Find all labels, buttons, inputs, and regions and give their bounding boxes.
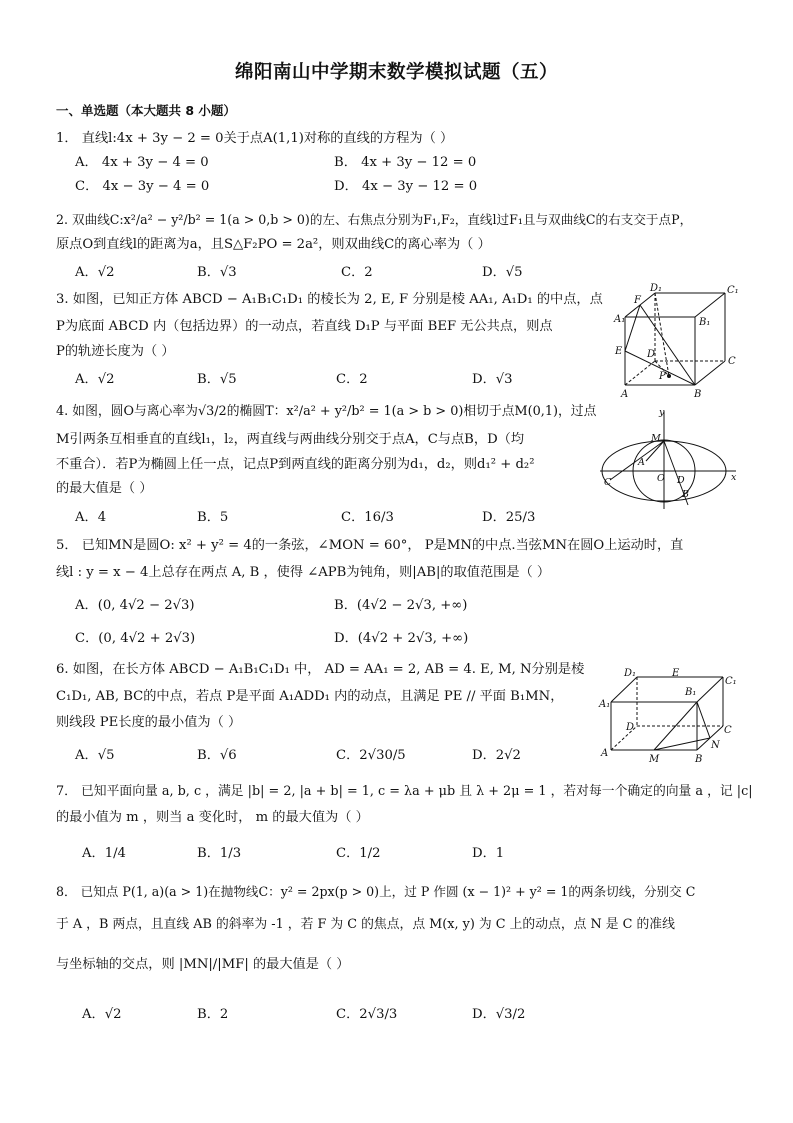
question-7-option-b: B．1/3: [197, 846, 242, 861]
question-7-line-1: 7． 已知平面向量 a, b, c ，满足 |b| = 2, |a + b| = 1, c = λa + μb 且 λ + 2μ = 1 ，若对每一个确定的向量 a ，记 |c|: [56, 784, 753, 799]
question-5-option-d: D．(4√2 + 2√3, +∞): [334, 631, 469, 646]
question-8-line-1: 8． 已知点 P(1, a)(a > 1)在抛物线C：y² = 2px(p > 0)上，过 P 作圆 (x − 1)² + y² = 1的两条切线，分别交 C: [56, 884, 696, 899]
question-5-line-2: 线l : y = x − 4上总存在两点 A, B ，使得 ∠APB为钝角，则|AB|的取值范围是（ ）: [56, 565, 551, 580]
question-8-line-2: 于 A ，B 两点，且直线 AB 的斜率为 -1 ，若 F 为 C 的焦点，点 M(x, y) 为 C 上的动点，点 N 是 C 的准线: [56, 917, 675, 932]
cuboid-label-m: M: [649, 754, 660, 765]
ellipse-figure: [598, 405, 740, 513]
question-8-option-a: A．√2: [82, 1007, 122, 1022]
question-3-option-b: B．√5: [197, 372, 237, 387]
cuboid-label-a1: A₁: [599, 699, 611, 710]
question-1-option-b: B． 4x + 3y − 12 = 0: [334, 155, 477, 170]
question-1-option-c: C． 4x − 3y − 4 = 0: [75, 179, 210, 194]
question-4-line-4: 的最大值是（ ）: [56, 481, 153, 496]
question-7-option-c: C．1/2: [336, 846, 381, 861]
question-8-option-c: C．2√3/3: [336, 1007, 398, 1022]
section-heading: 一、单选题（本大题共 8 小题）: [56, 103, 236, 118]
cube-label-b: B: [694, 389, 702, 398]
question-2-option-c: C．2: [341, 265, 373, 280]
question-6-option-a: A．√5: [75, 748, 115, 763]
question-7-option-a: A．1/4: [82, 846, 126, 861]
cuboid-label-b: B: [695, 754, 703, 765]
question-8-option-b: B．2: [197, 1007, 229, 1022]
cube-label-e: E: [615, 346, 623, 357]
cuboid-label-b1: B₁: [685, 687, 697, 698]
cuboid-figure: [597, 664, 743, 766]
question-3-option-d: D．√3: [472, 372, 513, 387]
question-3-option-a: A．√2: [75, 372, 115, 387]
question-2-option-b: B．√3: [197, 265, 237, 280]
question-5-option-a: A．(0, 4√2 − 2√3): [75, 598, 195, 613]
question-4-line-2: M引两条互相垂直的直线l₁，l₂，两直线与两曲线分别交于点A，C与点B，D（均: [56, 432, 525, 447]
question-8-option-d: D．√3/2: [472, 1007, 526, 1022]
question-3-line-2: P为底面 ABCD 内（包括边界）的一动点，若直线 D₁P 与平面 BEF 无公共点，则点: [56, 319, 553, 334]
question-5-line-1: 5． 已知MN是圆O: x² + y² = 4的一条弦，∠MON = 60°， P是MN的中点.当弦MN在圆O上运动时，直: [56, 538, 684, 553]
page-title: 绵阳南山中学期末数学模拟试题（五）: [234, 62, 558, 83]
cube-label-a: A: [621, 389, 629, 398]
question-1-option-a: A． 4x + 3y − 4 = 0: [75, 155, 209, 170]
question-2-option-a: A．√2: [75, 265, 115, 280]
question-6-line-1: 6. 如图，在长方体 ABCD − A₁B₁C₁D₁ 中， AD = AA₁ = 2, AB = 4. E, M, N分别是棱: [56, 662, 585, 677]
ellipse-label-c: C: [604, 477, 612, 488]
ellipse-label-a: A: [638, 457, 645, 468]
cube-label-f: F: [634, 295, 641, 306]
question-4-line-1: 4. 如图，圆O与离心率为√3/2的椭圆T：x²/a² + y²/b² = 1(a > b > 0)相切于点M(0,1)，过点: [56, 404, 597, 419]
cube-figure: [613, 283, 748, 398]
question-6-option-d: D．2√2: [472, 748, 521, 763]
question-4-option-d: D．25/3: [482, 510, 536, 525]
question-4-option-c: C．16/3: [341, 510, 394, 525]
ellipse-label-b: B: [682, 489, 689, 500]
question-5-option-b: B．(4√2 − 2√3, +∞): [334, 598, 468, 613]
cuboid-label-c1: C₁: [725, 676, 737, 687]
cube-label-d1: D₁: [650, 283, 663, 294]
question-3-line-1: 3. 如图，已知正方体 ABCD − A₁B₁C₁D₁ 的棱长为 2, E, F 分别是棱 AA₁, A₁D₁ 的中点，点: [56, 292, 603, 307]
cuboid-label-a: A: [601, 748, 609, 759]
question-5-option-c: C．(0, 4√2 + 2√3): [75, 631, 196, 646]
cuboid-label-e: E: [672, 668, 680, 679]
question-3-line-3: P的轨迹长度为（ ）: [56, 344, 175, 359]
cube-label-c: C: [728, 356, 736, 367]
question-2-line-1: 2. 双曲线C:x²/a² − y²/b² = 1(a > 0,b > 0)的左、右焦点分别为F₁,F₂，直线l过F₁且与双曲线C的右支交于点P，: [56, 212, 693, 227]
cuboid-label-d: D: [626, 722, 635, 733]
ellipse-label-m: M: [651, 433, 661, 444]
question-1-line-1: 1． 直线l:4x + 3y − 2 = 0关于点A(1,1)对称的直线的方程为（ ）: [56, 131, 454, 146]
question-7-option-d: D．1: [472, 846, 505, 861]
question-4-line-3: 不重合）．若P为椭圆上任一点，记点P到两直线的距离分别为d₁，d₂，则d₁² + d₂²: [56, 457, 535, 472]
cuboid-label-n: N: [711, 740, 720, 751]
ellipse-label-x: x: [731, 472, 737, 483]
question-4-option-a: A．4: [75, 510, 107, 525]
cuboid-label-c: C: [724, 725, 732, 736]
question-3-option-c: C．2: [336, 372, 368, 387]
question-2-option-d: D．√5: [482, 265, 523, 280]
question-6-option-c: C．2√30/5: [336, 748, 406, 763]
ellipse-label-d: D: [677, 475, 685, 486]
cuboid-label-d1: D₁: [624, 668, 637, 679]
cube-label-a1: A₁: [614, 314, 626, 325]
cube-label-d: D: [647, 349, 656, 360]
cube-label-c1: C₁: [727, 285, 739, 296]
question-6-option-b: B．√6: [197, 748, 237, 763]
question-4-option-b: B．5: [197, 510, 229, 525]
question-2-line-2: 原点O到直线l的距离为a，且S△F₂PO = 2a²，则双曲线C的离心率为（ ）: [56, 237, 491, 252]
cube-label-p: P: [659, 371, 666, 382]
question-1-option-d: D． 4x − 3y − 12 = 0: [334, 179, 478, 194]
question-6-line-3: 则线段 PE长度的最小值为（ ）: [56, 715, 242, 730]
cube-label-b1: B₁: [699, 317, 711, 328]
question-7-line-2: 的最小值为 m ，则当 a 变化时， m 的最大值为（ ）: [56, 810, 369, 825]
question-6-line-2: C₁D₁, AB, BC的中点，若点 P是平面 A₁ADD₁ 内的动点，且满足 PE // 平面 B₁MN，: [56, 689, 564, 704]
ellipse-label-o: O: [657, 473, 665, 484]
ellipse-label-y: y: [659, 407, 665, 418]
question-8-line-3: 与坐标轴的交点，则 |MN|/|MF| 的最大值是（ ）: [56, 957, 350, 972]
